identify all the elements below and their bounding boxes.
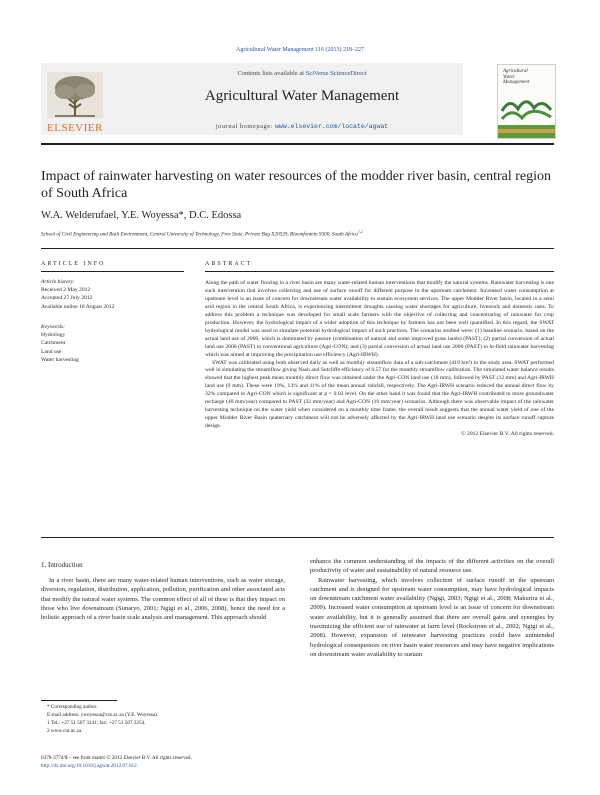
section-heading-introduction: 1. Introduction [41,561,83,569]
header-rule [41,143,554,145]
intro-paragraph-1: In a river basin, there are many water-related human interventions, such as water storage, diversion, regulation, distribution, application, pollution, purification and other associated acts that modify the natural water systems. The common effect of all of these is that they impact on those who live downstream (Sunaryo, 2001; Ngigi et al., 2006, 2008), hence the need for a holistic approach of a river basin scale analysis and management. This approach should [41,577,285,622]
contents-availability [125,70,479,77]
article-info-heading: ARTICLE INFO [41,261,106,267]
keywords [41,323,79,364]
keyword-item: Hydrology [41,332,66,339]
author-affiliation [41,229,554,238]
keywords-label: Keywords: [41,324,66,330]
affiliation-footnote-refs[interactable]: 1,2 [357,229,363,234]
cover-image [498,89,555,138]
keyword-item: Catchment [41,340,66,347]
cover-title-line2: Water [503,74,515,80]
affiliation-rule [41,248,554,249]
cover-title-line1: Agricultural [503,69,528,74]
journal-homepage [125,123,479,130]
footnote-rule [41,700,117,701]
footnote-phone: 1 Tel.: +27 51 507 3241; fax: +27 51 507 3254. [47,720,146,726]
footnotes [41,703,285,735]
elsevier-tree-logo [41,70,109,134]
keyword-item: Land use [41,348,62,355]
abstract-rule [205,271,554,272]
keyword-item: Water harvesting [41,356,79,363]
contents-prefix: Contents lists available at [237,70,306,77]
body-column-right [310,557,554,659]
copyright-notice: © 2012 Elsevier B.V. All rights reserved. [461,431,554,438]
author-list: W.A. Welderufael, Y.E. Woyessa*, D.C. Edossa [41,210,242,221]
footnote-email[interactable]: E-mail address: ywoyessa@cut.ac.za (Y.E. Woyessa). [47,712,159,718]
page-footer [41,754,341,770]
history-accepted: Accepted 27 July 2012 [41,295,93,302]
elsevier-wordmark: ELSEVIER [47,122,103,134]
abstract-paragraph-2: SWAT was calibrated using both observed daily as well as monthly streamflow data of a sub-catchment (419 km²) in the study area. SWAT performed well in simulating the streamflow giving Nash and Sutcliffe efficiency of 0.57 for the monthly streamflow calibration. The simulated water balance results showed that the highest peak mean monthly direct flow was obtained under the Agri-CON land use (18 mm), followed by PAST (12 mm) and Agri-IRWH land use (9 mm). These were 19%, 13% and 11% of the mean annual rainfall, respectively. The Agri-IRWH scenario reduced the annual direct flow by 32% compared to Agri-CON which is significant at p < 0.02 level. On the other hand it was found that the Agri-IRWH contributed to more groundwater recharge (40 mm/year) compared to PAST (32 mm/year) and Agri-CON (19 mm/year) scenarios. Although there was observable impact of the rainwater harvesting technique on the water yield when considered on a monthly time frame, the overall result suggests that the annual water yield of one of the upper Modder River Basin quaternary catchment will not be adversely affected by the Agri-IRWH land use scenario despite its surface runoff capture design. [205,359,554,430]
journal-cover-thumbnail [497,64,556,139]
homepage-label: journal homepage: [215,123,276,130]
journal-citation[interactable]: Agricultural Water Management 116 (2013) 218–227 [236,47,364,53]
sciencedirect-link[interactable]: SciVerse ScienceDirect [305,70,367,77]
abstract-end-rule [41,537,554,538]
history-received: Received 2 May 2012 [41,287,91,294]
footnote-corresponding: * Corresponding author. [47,704,98,710]
intro-paragraph-2: Rainwater harvesting, which involves collection of surface runoff in the upstream catchment and is designed for upstream water consumption, may have hydrological impacts on downstream catchment water availability (Ngigi, 2003; Ngigi et al., 2008; Makurira et al., 2009). Increased water consumption at upstream level is an issue of concern for downstream water availability, but it is generally assumed that there are overall gains and synergies by maximizing the efficient use of rainwater at farm level (Rockstrom et al., 2002; Ngigi et al., 2008). However, expansion of rainwater harvesting practices could have unintended hydrological consequences on river basin water resources and may have negative implications on downstream water availability to sustain [310,576,554,658]
footnote-website[interactable]: 2 www.cut.ac.za. [47,728,83,734]
abstract-heading: ABSTRACT [205,261,253,267]
intro-paragraph-continued: enhance the common understanding of the impacts of the different activities on the overall productivity of water and sustainability of natural resource use. [310,558,554,575]
cover-title-line3: Management [503,80,530,85]
history-online: Available online 18 August 2012 [41,303,115,310]
abstract-body [205,280,554,439]
article-info-rule [41,271,184,272]
article-history [41,278,115,311]
history-label: Article history: [41,279,76,285]
affiliation-text: School of Civil Engineering and Built Environment, Central University of Technology, Free State, Private Bag X20539, Bloemfontein 9300, South Africa [41,231,358,238]
abstract-paragraph-1: Along the path of water flowing in a river basin are many water-related human interventions that modify the natural systems. Rainwater harvesting is one such intervention that involves collecting and use of surface runoff for different purpose in the upstream catchment. Increased water consumption at upstream level is an issue of concern for downstream water availability to sustain ecosystem services. The upper Modder River basin, located in a semi arid region in the central South Africa, is experiencing intermittent droughts causing water shortages for agriculture, livestock and domestic uses. To address this problem a technique was developed for small scale farmers with the objective of collecting and concentrating of rainwater for crop production. However, the hydrological impact of a wider adoption of this technique by farmers has not been well quantified. In this regard, the SWAT hydrological model was used to simulate potential hydrological impact of such practices. The scenarios studied were: (1) baseline scenario, based on the actual land use of 2000, which is dominated by pasture (combination of natural and some improved grass lands) (PAST); (2) partial conversion of actual land use 2000 (PAST) to conventional agriculture (Agri-CON); and (3) partial conversion of actual land use 2000 (PAST) to in-field rainwater harvesting which was aimed at improving the precipitation use efficiency (Agri-IRWH). [205,280,554,358]
doi-link[interactable]: http://dx.doi.org/10.1016/j.agwat.2012.07.012 [41,763,137,769]
body-column-left [41,576,285,622]
article-title: Impact of rainwater harvesting on water resources of the modder river basin, central region of South Africa [41,169,552,201]
issn-line: 0378-3774/$ – see front matter © 2012 Elsevier B.V. All rights reserved. [41,755,192,761]
journal-title: Agricultural Water Management [204,88,400,104]
homepage-link[interactable]: www.elsevier.com/locate/agwat [275,123,389,130]
